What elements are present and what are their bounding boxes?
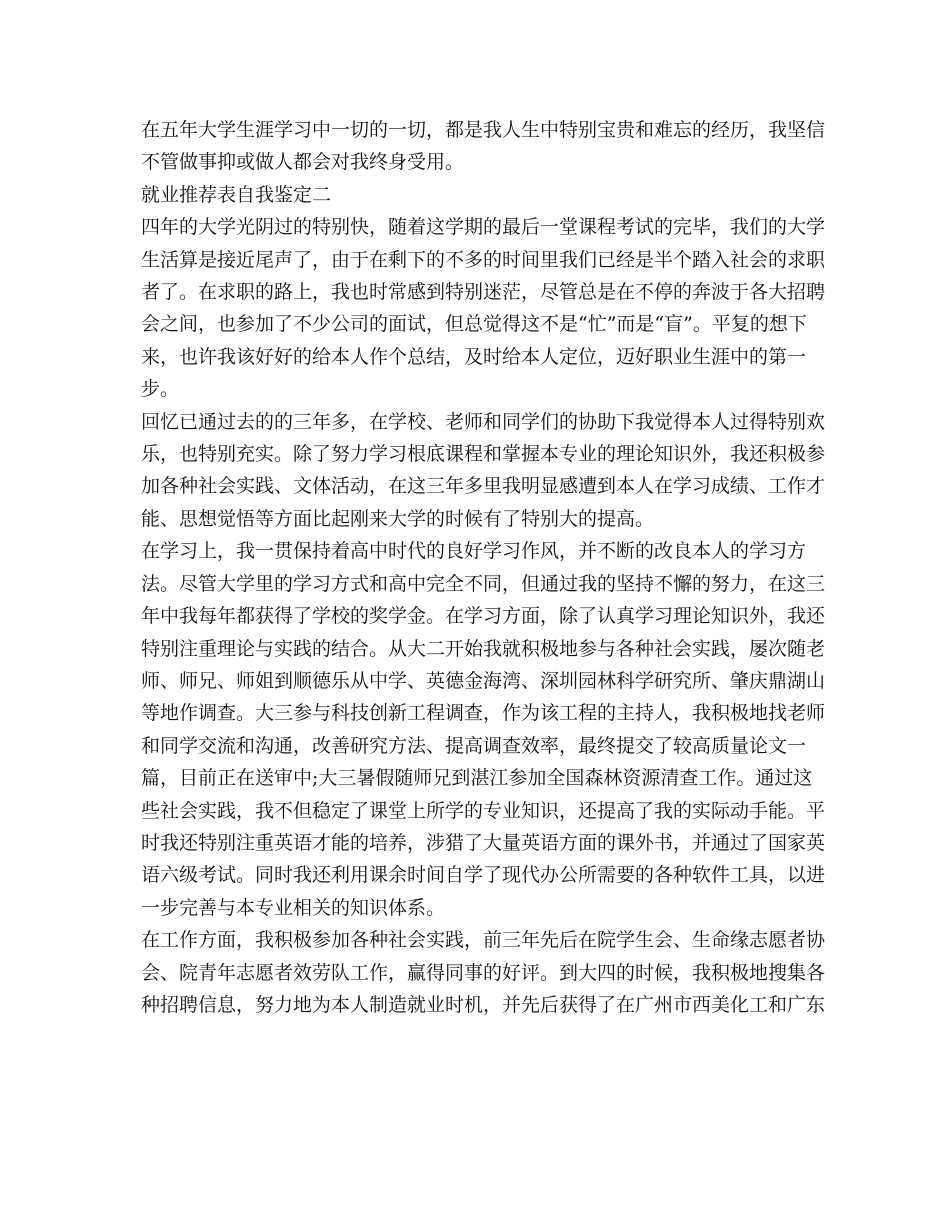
paragraph-work: 在工作方面，我积极参加各种社会实践，前三年先后在院学生会、生命缘志愿者协会、院青年志愿者效劳队工作，赢得同事的好评。到大四的时候，我积极地搜集各种招聘信息，努力地为本人制造就业时机，并先后获得了在广州市西美化工和广东 bbox=[141, 929, 826, 1016]
paragraph-recollection: 回忆已通过去的的三年多，在学校、老师和同学们的协助下我觉得本人过得特别欢乐，也特别充实。除了努力学习根底课程和掌握本专业的理论知识外，我还积极参加各种社会实践、文体活动，在这三年多里我明显感遭到本人在学习成绩、工作才能、思想觉悟等方面比起刚来大学的时候有了特别大的提高。 bbox=[141, 410, 826, 530]
paragraph-closing-note: 在五年大学生涯学习中一切的一切，都是我人生中特别宝贵和难忘的经历，我坚信不管做事抑或做人都会对我终身受用。 bbox=[141, 119, 826, 174]
paragraph-study: 在学习上，我一贯保持着高中时代的良好学习作风，并不断的改良本人的学习方法。尽管大学里的学习方式和高中完全不同，但通过我的坚持不懈的努力，在这三年中我每年都获得了学校的奖学金。在学习方面，除了认真学习理论知识外，我还特别注重理论与实践的结合。从大二开始我就积极地参与各种社会实践，屡次随老师、师兄、师姐到顺德乐从中学、英德金海湾、深圳园林科学研究所、肇庆鼎湖山等地作调查。大三参与科技创新工程调查，作为该工程的主持人，我积极地找老师和同学交流和沟通，改善研究方法、提高调查效率，最终提交了较高质量论文一篇，目前正在送审中;大三暑假随师兄到湛江参加全国森林资源清查工作。通过这些社会实践，我不但稳定了课堂上所学的专业知识，还提高了我的实际动手能。平时我还特别注重英语才能的培养，涉猎了大量英语方面的课外书，并通过了国家英语六级考试。同时我还利用课余时间自学了现代办公所需要的各种软件工具，以进一步完善与本专业相关的知识体系。 bbox=[141, 540, 826, 919]
section-heading: 就业推荐表自我鉴定二 bbox=[141, 183, 332, 206]
document-body bbox=[141, 114, 826, 1021]
paragraph-intro: 四年的大学光阴过的特别快，随着这学期的最后一堂课程考试的完毕，我们的大学生活算是接近尾声了，由于在剩下的不多的时间里我们已经是半个踏入社会的求职者了。在求职的路上，我也时常感到特别迷茫，尽管总是在不停的奔波于各大招聘会之间，也参加了不少公司的面试，但总觉得这不是“忙”而是“盲”。平复的想下来，也许我该好好的给本人作个总结，及时给本人定位，迈好职业生涯中的第一步。 bbox=[141, 216, 826, 401]
